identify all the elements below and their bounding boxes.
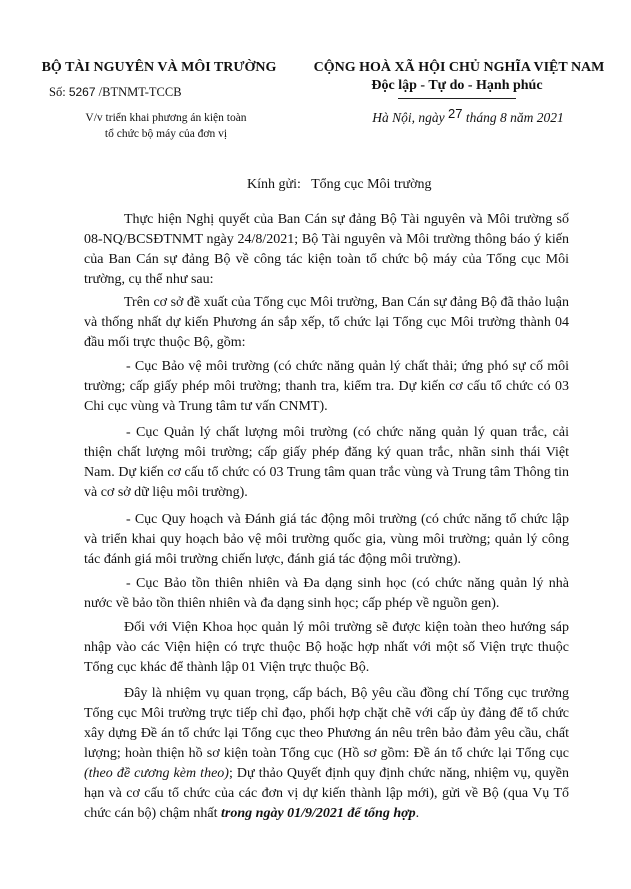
paragraph-institute: Đối với Viện Khoa học quản lý môi trường sẽ được kiện toàn theo hướng sáp nhập vào các Viện hiện có trực thuộc Bộ hoặc hợp nhất với một số Viện trực thuộc Tổng cục khác để thành lập 01 Viện trực thuộc Bộ. — [84, 620, 569, 675]
request-text-a: Đây là nhiệm vụ quan trọng, cấp bách, Bộ yêu cầu đồng chí Tổng cục trưởng Tổng cục Môi trường trực tiếp chỉ đạo, phối hợp chặt chẽ với cấp ủy đảng để tổ chức xây dựng Đề án tổ chức lại Tổng cục theo Phương án nêu trên bảo đảm yêu cầu, chất lượng; hoàn thiện hồ sơ kiện toàn Tổng cục (Hồ sơ gồm: Đề án tổ chức lại Tổng cục — [84, 686, 569, 761]
date-suffix: tháng 8 năm 2021 — [465, 110, 564, 125]
motto-underline — [398, 98, 516, 99]
document-subject — [56, 110, 276, 142]
subject-line-2: tổ chức bộ máy của đơn vị — [104, 128, 228, 141]
recipient-label: Kính gửi: — [247, 177, 301, 192]
ministry-name: BỘ TÀI NGUYÊN VÀ MÔI TRƯỜNG — [41, 60, 277, 75]
request-deadline: trong ngày 01/9/2021 để tổng hợp — [221, 806, 416, 821]
list-item-department-1: - Cục Bảo vệ môi trường (có chức năng quản lý chất thải; ứng phó sự cố môi trường; cấp giấy phép môi trường; thanh tra, kiểm tra. Dự kiến cơ cấu tổ chức có 03 Chi cục vùng và Trung tâm tư vấn CNMT). — [84, 359, 569, 414]
document-number-suffix: /BTNMT-TCCB — [98, 85, 182, 99]
request-text-end: . — [415, 806, 420, 821]
paragraph-request — [84, 684, 569, 824]
document-number — [49, 85, 182, 100]
list-item-department-2: - Cục Quản lý chất lượng môi trường (có chức năng quản lý quan trắc, cải thiện chất lượng môi trường; cấp giấy phép đăng ký quan trắc, nhãn sinh thái Việt Nam. Dự kiến cơ cấu tổ chức có 03 Trung tâm quan trắc vùng và Trung tâm Thông tin và cơ sở dữ liệu môi trường). — [84, 425, 569, 500]
date-prefix: Hà Nội, ngày — [372, 110, 445, 125]
national-title: CỘNG HOÀ XÃ HỘI CHỦ NGHĨA VIỆT NAM — [313, 60, 605, 75]
date-day: 27 — [448, 106, 463, 121]
national-motto: Độc lập - Tự do - Hạnh phúc — [371, 78, 543, 93]
document-number-value: 5267 — [68, 85, 96, 99]
document-date — [338, 106, 598, 126]
list-item-department-4: - Cục Bảo tồn thiên nhiên và Đa dạng sinh học (có chức năng quản lý nhà nước về bảo tồn thiên nhiên và đa dạng sinh học; cấp phép về nguồn gen). — [84, 576, 569, 611]
recipient-name: Tổng cục Môi trường — [311, 177, 432, 192]
document-number-prefix: Số: — [49, 85, 66, 99]
paragraph-intro: Thực hiện Nghị quyết của Ban Cán sự đảng Bộ Tài nguyên và Môi trường số 08-NQ/BCSĐTNMT ngày 24/8/2021; Bộ Tài nguyên và Môi trường thông báo ý kiến của Ban Cán sự đảng Bộ về công tác kiện toàn tổ chức bộ máy của Tổng cục Môi trường, cụ thể như sau: — [84, 212, 569, 287]
list-item-department-3: - Cục Quy hoạch và Đánh giá tác động môi trường (có chức năng tổ chức lập và triển khai quy hoạch bảo vệ môi trường quốc gia, vùng môi trường; quản lý công tác đánh giá môi trường chiến lược, đánh giá tác động môi trường). — [84, 512, 569, 567]
request-text-c: ; Dự thảo Quyết định quy định chức năng, nhiệm vụ, quyền hạn và cơ cấu tổ chức của các đơn vị dự kiến thành lập mới), gửi về Bộ (qua Vụ Tổ chức cán bộ) chậm nhất — [84, 766, 570, 821]
recipient-line — [247, 177, 432, 193]
request-text-italic: (theo đề cương kèm theo) — [84, 766, 229, 781]
subject-line-1: V/v triển khai phương án kiện toàn — [85, 112, 247, 124]
paragraph-proposal: Trên cơ sở đề xuất của Tổng cục Môi trường, Ban Cán sự đảng Bộ đã thảo luận và thống nhất dự kiến Phương án sắp xếp, tổ chức lại Tổng cục Môi trường thành 04 đầu mối trực thuộc Bộ, gồm: — [84, 295, 569, 350]
